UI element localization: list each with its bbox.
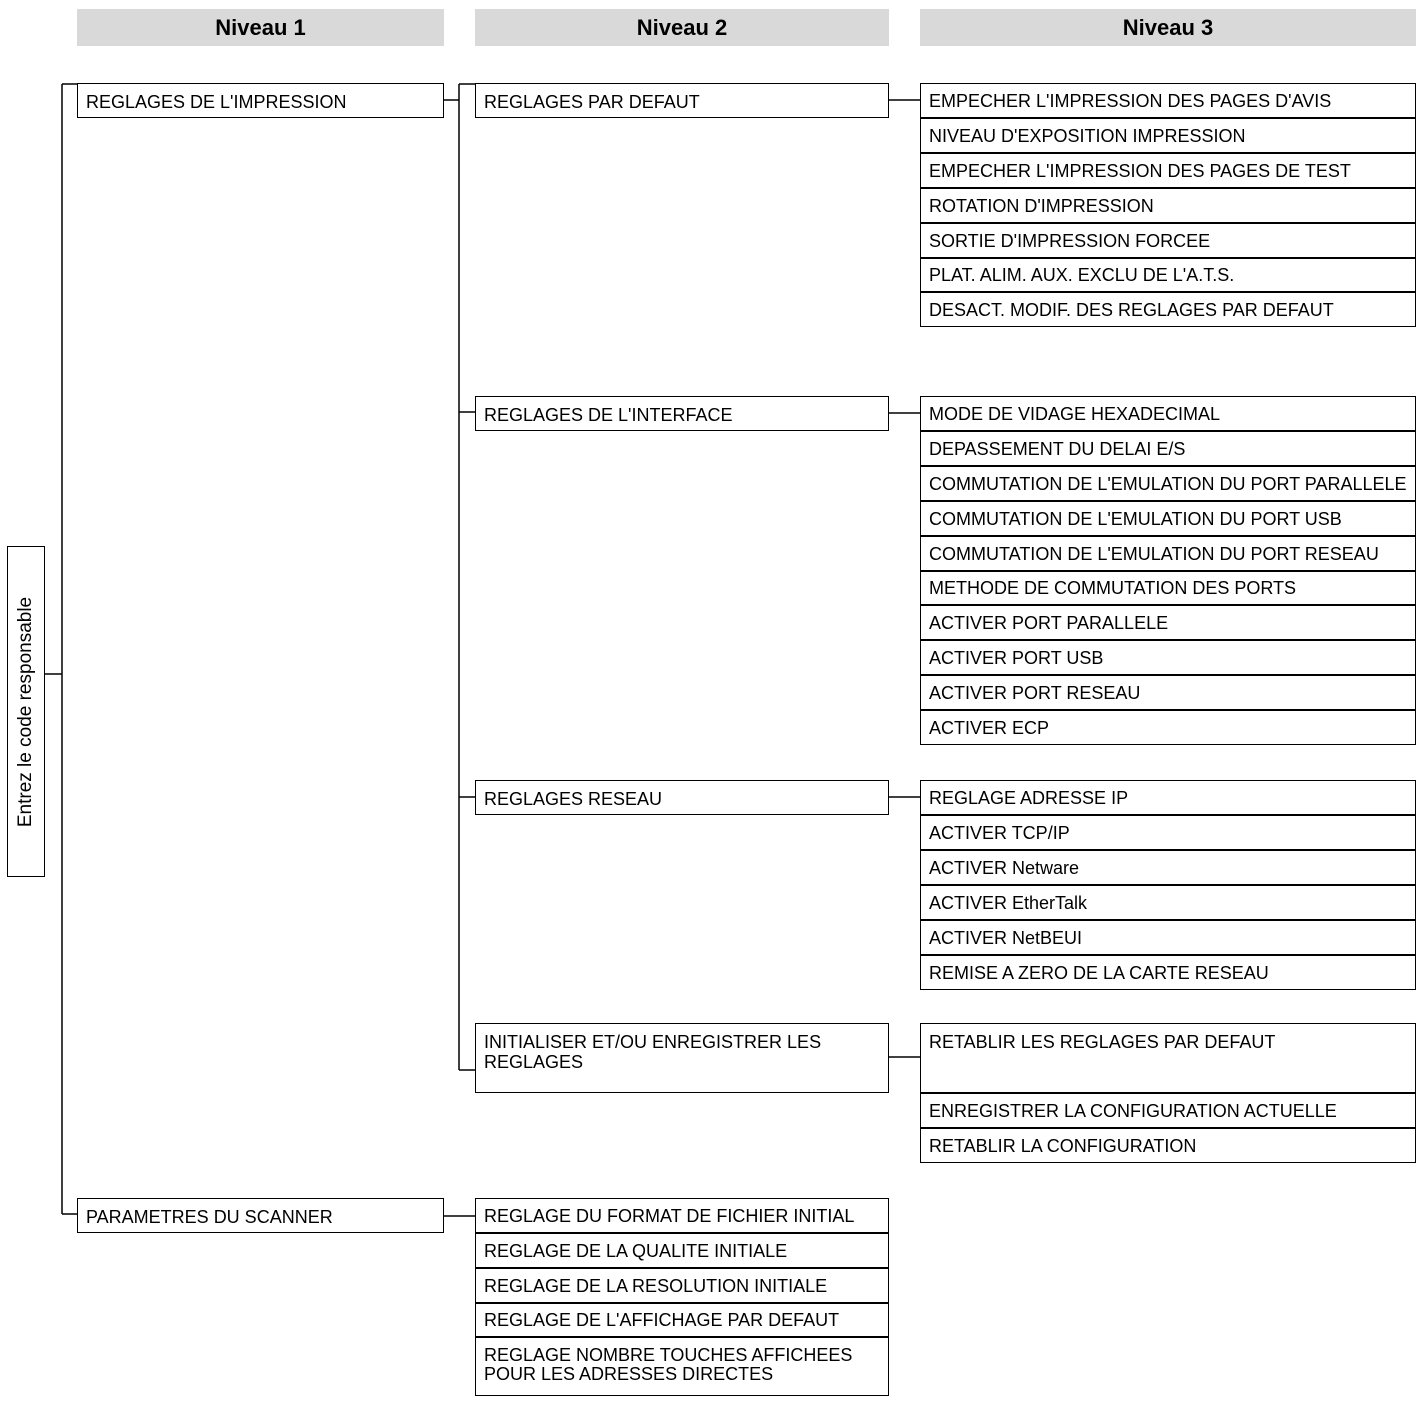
root-box — [7, 546, 45, 877]
list-item: ACTIVER PORT PARALLELE — [920, 605, 1416, 640]
level2-interface-settings: REGLAGES DE L'INTERFACE — [475, 396, 889, 431]
list-item: ROTATION D'IMPRESSION — [920, 188, 1416, 223]
root-label: Entrez le code responsable — [15, 596, 36, 827]
list-item: MODE DE VIDAGE HEXADECIMAL — [920, 396, 1416, 431]
list-item: ACTIVER Netware — [920, 850, 1416, 885]
list-item: EMPECHER L'IMPRESSION DES PAGES D'AVIS — [920, 83, 1416, 118]
list-item: REGLAGE ADRESSE IP — [920, 780, 1416, 815]
list-item: METHODE DE COMMUTATION DES PORTS — [920, 571, 1416, 605]
list-item: SORTIE D'IMPRESSION FORCEE — [920, 223, 1416, 258]
header-level-2: Niveau 2 — [475, 9, 889, 46]
list-item: ACTIVER ECP — [920, 710, 1416, 745]
list-item: ACTIVER EtherTalk — [920, 885, 1416, 920]
list-item: EMPECHER L'IMPRESSION DES PAGES DE TEST — [920, 153, 1416, 188]
list-item: REGLAGE DE LA QUALITE INITIALE — [475, 1233, 889, 1268]
list-item: ACTIVER NetBEUI — [920, 920, 1416, 955]
list-item: RETABLIR LA CONFIGURATION — [920, 1128, 1416, 1163]
list-item: REGLAGE DE LA RESOLUTION INITIALE — [475, 1268, 889, 1303]
level2-default-settings: REGLAGES PAR DEFAUT — [475, 83, 889, 118]
list-item: DESACT. MODIF. DES REGLAGES PAR DEFAUT — [920, 292, 1416, 327]
list-item: ENREGISTRER LA CONFIGURATION ACTUELLE — [920, 1093, 1416, 1128]
list-item: PLAT. ALIM. AUX. EXCLU DE L'A.T.S. — [920, 258, 1416, 292]
list-item: ACTIVER PORT RESEAU — [920, 675, 1416, 710]
list-item: REGLAGE DE L'AFFICHAGE PAR DEFAUT — [475, 1303, 889, 1337]
list-item: ACTIVER PORT USB — [920, 640, 1416, 675]
level2-network-settings: REGLAGES RESEAU — [475, 780, 889, 815]
header-level-1: Niveau 1 — [77, 9, 444, 46]
level1-scanner-params: PARAMETRES DU SCANNER — [77, 1198, 444, 1233]
list-item: DEPASSEMENT DU DELAI E/S — [920, 431, 1416, 466]
level1-print-settings: REGLAGES DE L'IMPRESSION — [77, 83, 444, 118]
list-item: RETABLIR LES REGLAGES PAR DEFAUT — [920, 1023, 1416, 1093]
list-item: COMMUTATION DE L'EMULATION DU PORT PARALLELE — [920, 466, 1416, 501]
list-item: COMMUTATION DE L'EMULATION DU PORT RESEAU — [920, 536, 1416, 571]
list-item: REGLAGE DU FORMAT DE FICHIER INITIAL — [475, 1198, 889, 1233]
list-item: NIVEAU D'EXPOSITION IMPRESSION — [920, 118, 1416, 153]
list-item: COMMUTATION DE L'EMULATION DU PORT USB — [920, 501, 1416, 536]
list-item: REMISE A ZERO DE LA CARTE RESEAU — [920, 955, 1416, 990]
list-item: ACTIVER TCP/IP — [920, 815, 1416, 850]
list-item: REGLAGE NOMBRE TOUCHES AFFICHEES POUR LES ADRESSES DIRECTES — [475, 1337, 889, 1396]
header-level-3: Niveau 3 — [920, 9, 1416, 46]
level2-init-save: INITIALISER ET/OU ENREGISTRER LES REGLAGES — [475, 1023, 889, 1093]
